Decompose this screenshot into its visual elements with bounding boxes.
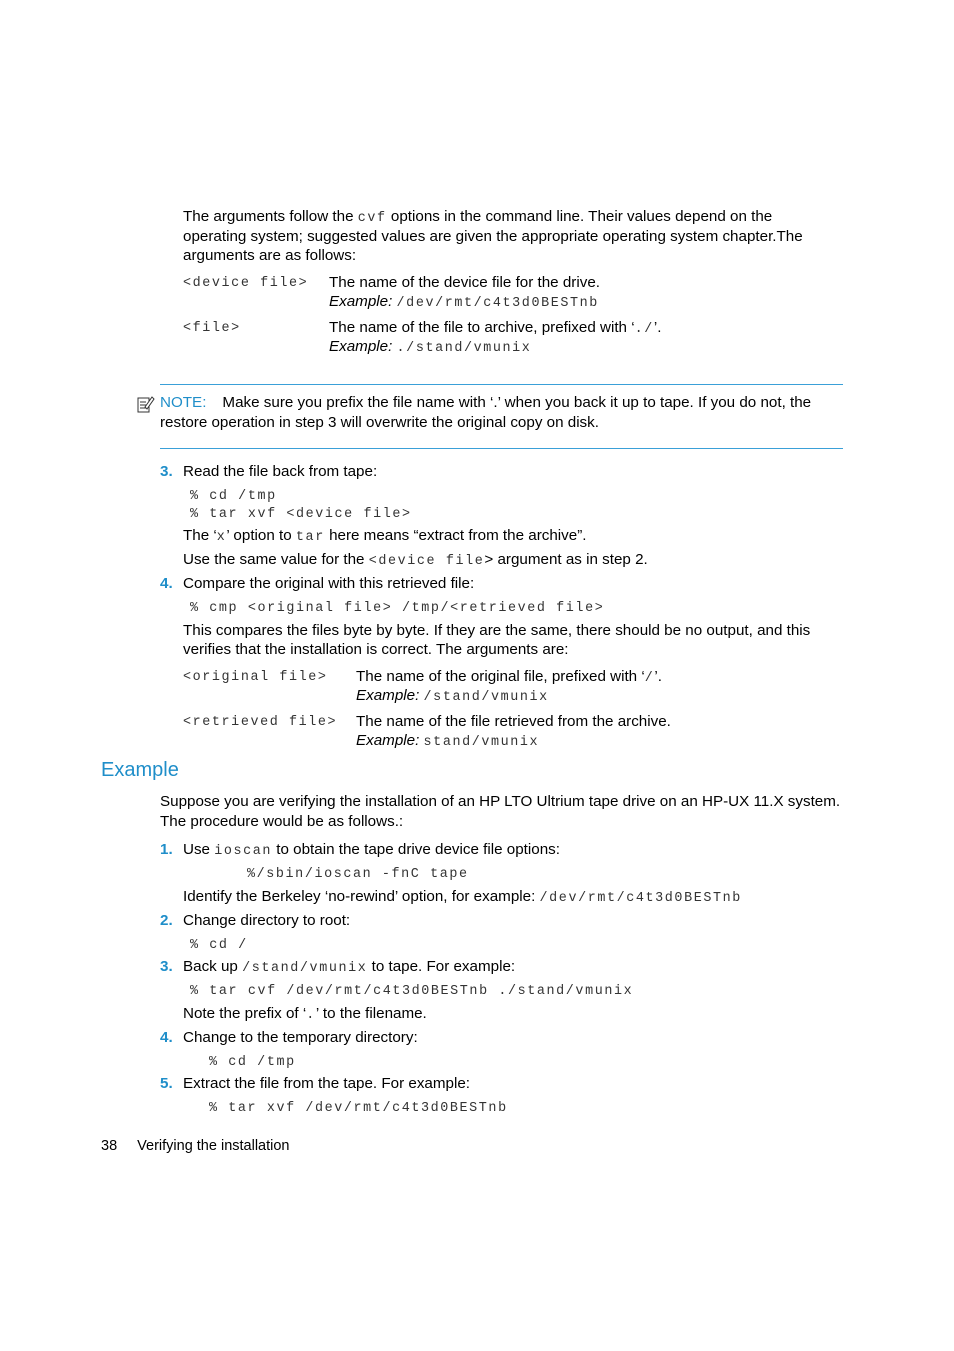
step-number: 1. xyxy=(160,841,173,858)
arg-term: <device file> xyxy=(183,276,309,291)
step-paragraph: The ‘x’ option to tar here means “extract from the archive”. xyxy=(183,527,587,545)
step-number: 5. xyxy=(160,1075,173,1092)
arg-example: Example: stand/vmunix xyxy=(356,732,540,750)
arg-term: <original file> xyxy=(183,670,328,685)
note-icon xyxy=(137,395,155,420)
step-number: 4. xyxy=(160,575,173,592)
step-text: Compare the original with this retrieved file: xyxy=(183,575,475,592)
code-line: % tar xvf /dev/rmt/c4t3d0BESTnb xyxy=(209,1101,508,1116)
step-text: Use ioscan to obtain the tape drive device file options: xyxy=(183,841,560,859)
note-bottom-rule xyxy=(160,448,843,449)
page-footer xyxy=(101,1137,289,1157)
page-number: 38 xyxy=(101,1138,118,1154)
code-line: % cd /tmp xyxy=(190,489,277,504)
step-text: Change to the temporary directory: xyxy=(183,1029,418,1046)
code-line: % cd / xyxy=(190,938,248,953)
intro-line-3: arguments are as follows: xyxy=(183,247,357,264)
step-paragraph: verifies that the installation is correct. The arguments are: xyxy=(183,641,569,658)
arg-description: The name of the file to archive, prefixed with ‘./’. xyxy=(329,319,662,337)
note-line-1: NOTE: Make sure you prefix the file name with ‘.’ when you back it up to tape. If you do not, the xyxy=(160,394,812,411)
footer-section-title: Verifying the installation xyxy=(137,1138,290,1154)
arg-example: Example: /stand/vmunix xyxy=(356,687,549,705)
intro-line-2: operating system; suggested values are given the appropriate operating system chapter.The xyxy=(183,228,803,245)
arg-description: The name of the original file, prefixed with ‘/’. xyxy=(356,668,662,686)
note-line-2: restore operation in step 3 will overwrite the original copy on disk. xyxy=(160,414,599,431)
step-text: Change directory to root: xyxy=(183,912,351,929)
intro-line-1: The arguments follow the cvf options in the command line. Their values depend on the xyxy=(183,208,773,226)
step-paragraph: Identify the Berkeley ‘no-rewind’ option, for example: /dev/rmt/c4t3d0BESTnb xyxy=(183,888,742,906)
code-line: %/sbin/ioscan -fnC tape xyxy=(247,867,469,882)
note-label: NOTE: xyxy=(160,394,207,411)
note-top-rule xyxy=(160,384,843,385)
code-line: % cd /tmp xyxy=(209,1055,296,1070)
step-paragraph: Use the same value for the <device file> argument as in step 2. xyxy=(183,551,648,569)
step-number: 4. xyxy=(160,1029,173,1046)
code-line: % tar cvf /dev/rmt/c4t3d0BESTnb ./stand/vmunix xyxy=(190,984,634,999)
step-number: 3. xyxy=(160,958,173,975)
arg-description: The name of the device file for the drive. xyxy=(329,274,600,291)
step-text: Read the file back from tape: xyxy=(183,463,378,480)
step-text: Extract the file from the tape. For example: xyxy=(183,1075,470,1092)
arg-example: Example: /dev/rmt/c4t3d0BESTnb xyxy=(329,293,599,311)
code-line: % cmp <original file> /tmp/<retrieved file> xyxy=(190,601,605,616)
arg-description: The name of the file retrieved from the archive. xyxy=(356,713,671,730)
example-paragraph: Suppose you are verifying the installation of an HP LTO Ultrium tape drive on an HP-UX 11.X system. xyxy=(160,793,841,810)
arg-example: Example: ./stand/vmunix xyxy=(329,338,532,356)
arg-term: <file> xyxy=(183,321,241,336)
step-paragraph: This compares the files byte by byte. If they are the same, there should be no output, and this xyxy=(183,622,811,639)
step-number: 3. xyxy=(160,463,173,480)
code-line: % tar xvf <device file> xyxy=(190,507,412,522)
section-heading: Example xyxy=(101,759,179,781)
step-number: 2. xyxy=(160,912,173,929)
step-paragraph: Note the prefix of ‘.’ to the filename. xyxy=(183,1005,427,1023)
arg-term: <retrieved file> xyxy=(183,715,338,730)
example-paragraph: The procedure would be as follows.: xyxy=(160,813,404,830)
step-text: Back up /stand/vmunix to tape. For example: xyxy=(183,958,516,976)
